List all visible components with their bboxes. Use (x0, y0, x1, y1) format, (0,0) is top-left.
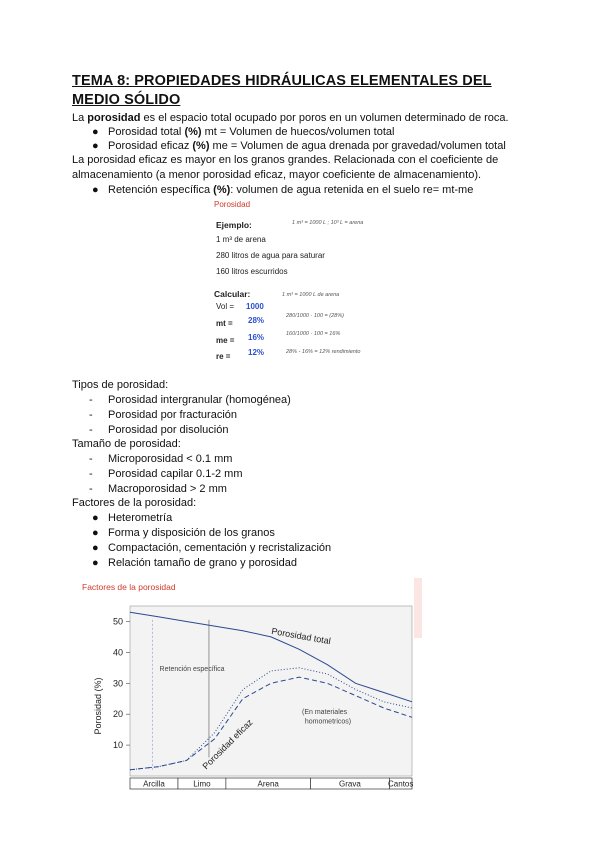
list-item (108, 183, 473, 198)
item-text: mt = Volumen de huecos/volumen total (201, 126, 395, 138)
example-line: 160 litros escurridos (216, 267, 288, 276)
intro-prefix: La (72, 112, 88, 124)
y-axis-label: Porosidad (%) (93, 677, 103, 735)
bullet-dot-icon: ● (92, 512, 99, 524)
category-label: Arcilla (143, 779, 165, 789)
dash-marker: - (89, 453, 93, 465)
list-item: Forma y disposición de los granos (108, 527, 275, 539)
dash-marker: - (89, 424, 93, 436)
handwritten-note: 28% - 16% = 12% rendimiento (286, 349, 361, 355)
page-title: TEMA 8: PROPIEDADES HIDRÁULICAS ELEMENTALES DEL MEDIO SÓLIDO (72, 73, 492, 108)
list-item (108, 139, 506, 154)
bullet-dot-icon: ● (92, 527, 99, 539)
example-header: Porosidad (214, 200, 251, 209)
calc-row-value: 28% (248, 316, 265, 325)
annotation-homo: (En materiales (302, 709, 348, 717)
annotation-total: Porosidad total (270, 625, 332, 647)
annotation-retention: Retención específica (159, 665, 225, 673)
dash-marker: - (89, 409, 93, 421)
calc-row-value: 1000 (246, 302, 264, 311)
paragraph-line: La porosidad eficaz es mayor en los granos grandes. Relacionada con el coeficiente de (72, 154, 499, 166)
list-item (108, 125, 394, 140)
category-label: Cantos (388, 779, 414, 789)
item-text: : volumen de agua retenida en el suelo re= mt-me (230, 184, 474, 196)
bullet-dot-icon: ● (92, 126, 99, 138)
handwritten-note: 1 m³ = 1000 L de arena (282, 292, 340, 298)
item-bold: (%) (192, 140, 210, 152)
section-heading: Tipos de porosidad: (72, 379, 169, 391)
chart-title: Factores de la porosidad (82, 582, 176, 592)
category-label: Arena (257, 779, 279, 789)
calc-row-value: 12% (248, 348, 265, 357)
list-item: Heterometría (108, 512, 173, 524)
item-text: Retención específica (108, 184, 214, 196)
dash-marker: - (89, 483, 93, 495)
bullet-dot-icon: ● (92, 557, 99, 569)
example-label: Ejemplo: (216, 220, 252, 230)
section-heading: Factores de la porosidad: (72, 497, 197, 509)
paragraph-line: almacenamiento (a menor porosidad eficaz, mayor coeficiente de almacenamiento). (72, 169, 482, 181)
y-tick-label: 20 (112, 709, 123, 720)
item-text: Porosidad total (108, 126, 185, 138)
example-line: 280 litros de agua para saturar (216, 251, 325, 260)
y-tick-label: 50 (112, 616, 123, 627)
list-item: Macroporosidad > 2 mm (108, 483, 227, 495)
bullet-dot-icon: ● (92, 542, 99, 554)
handwritten-note: 280/1000 · 100 = (28%) (286, 313, 344, 319)
annotation-homo: homometricos) (304, 718, 352, 726)
bullet-dot-icon: ● (92, 140, 99, 152)
calc-row-label: me = (216, 336, 235, 345)
list-item: Relación tamaño de grano y porosidad (108, 557, 297, 569)
list-item: Porosidad intergranular (homogénea) (108, 394, 291, 406)
y-tick-label: 10 (112, 740, 123, 751)
annotation-eficaz: Porosidad eficaz (200, 717, 255, 772)
calc-row-label: mt = (216, 319, 233, 328)
section-heading: Tamaño de porosidad: (72, 438, 181, 450)
intro-bold: porosidad (87, 112, 141, 124)
category-label: Limo (193, 779, 211, 789)
calc-row-label: re = (216, 352, 231, 361)
bullet-dot-icon: ● (92, 184, 99, 196)
list-item: Porosidad capilar 0.1-2 mm (108, 468, 243, 480)
list-item: Compactación, cementación y recristalización (108, 542, 332, 554)
handwritten-note: 1 m³ = 1000 L ; 10³ L = arena (292, 220, 364, 226)
category-label: Grava (339, 779, 361, 789)
calc-row-value: 16% (248, 333, 265, 342)
y-tick-label: 40 (112, 647, 123, 658)
intro-rest: es el espacio total ocupado por poros en un volumen determinado de roca. (140, 112, 509, 124)
list-item: Microporosidad < 0.1 mm (108, 453, 233, 465)
item-text: me = Volumen de agua drenada por gravedad/volumen total (209, 140, 506, 152)
calc-label: Calcular: (214, 289, 251, 299)
calc-row-label: Vol = (216, 302, 235, 311)
decorative-bar (414, 578, 422, 638)
item-bold: (%) (213, 184, 231, 196)
item-bold: (%) (184, 126, 202, 138)
item-text: Porosidad eficaz (108, 140, 193, 152)
list-item: Porosidad por disolución (108, 424, 229, 436)
porosity-example-figure (210, 198, 380, 363)
porosity-factors-chart (72, 578, 432, 808)
list-item: Porosidad por fracturación (108, 409, 238, 421)
handwritten-note: 160/1000 · 100 = 16% (286, 331, 341, 337)
example-line: 1 m³ de arena (216, 235, 266, 244)
dash-marker: - (89, 394, 93, 406)
intro-line (72, 111, 509, 126)
dash-marker: - (89, 468, 93, 480)
y-tick-label: 30 (112, 678, 123, 689)
